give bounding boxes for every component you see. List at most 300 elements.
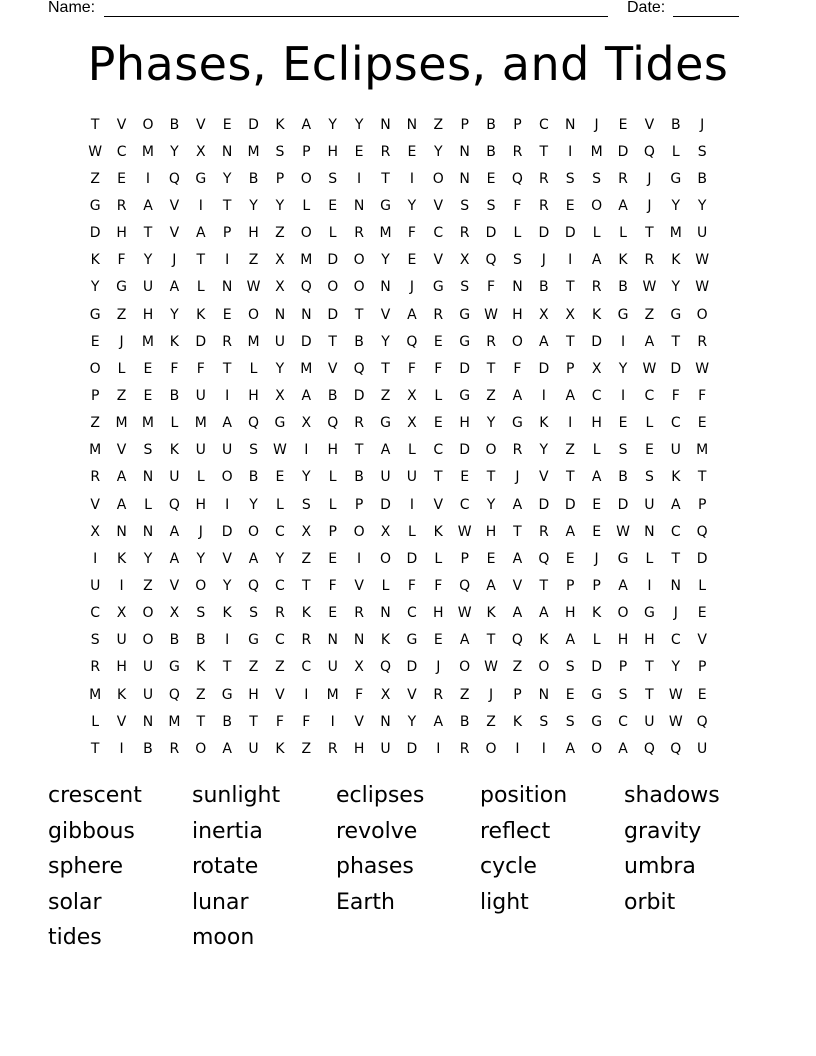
- grid-letter[interactable]: O: [248, 523, 260, 540]
- grid-letter[interactable]: L: [513, 225, 522, 242]
- grid-letter[interactable]: E: [697, 415, 707, 432]
- grid-letter[interactable]: P: [222, 225, 232, 242]
- grid-letter[interactable]: L: [592, 442, 601, 459]
- grid-letter[interactable]: Y: [328, 116, 337, 133]
- grid-letter[interactable]: O: [617, 605, 629, 622]
- grid-letter[interactable]: Z: [459, 686, 470, 703]
- grid-letter[interactable]: E: [565, 686, 575, 703]
- grid-letter[interactable]: B: [143, 740, 153, 757]
- grid-letter[interactable]: A: [169, 550, 180, 567]
- grid-letter[interactable]: P: [302, 143, 311, 160]
- grid-letter[interactable]: D: [353, 387, 365, 404]
- grid-letter[interactable]: U: [142, 659, 154, 676]
- grid-letter[interactable]: Y: [539, 442, 549, 459]
- grid-letter[interactable]: K: [275, 740, 285, 757]
- grid-letter[interactable]: U: [142, 279, 154, 296]
- grid-letter[interactable]: I: [119, 740, 124, 757]
- grid-letter[interactable]: M: [300, 252, 313, 269]
- grid-letter[interactable]: O: [221, 469, 233, 486]
- grid-letter[interactable]: U: [169, 469, 180, 486]
- grid-letter[interactable]: J: [488, 686, 494, 703]
- grid-letter[interactable]: C: [618, 713, 628, 730]
- grid-letter[interactable]: D: [459, 442, 471, 459]
- grid-letter[interactable]: Y: [302, 469, 311, 486]
- grid-letter[interactable]: Q: [485, 252, 497, 269]
- grid-letter[interactable]: H: [142, 306, 154, 323]
- grid-letter[interactable]: R: [380, 143, 391, 160]
- grid-letter[interactable]: Y: [486, 496, 496, 513]
- grid-letter[interactable]: U: [644, 713, 655, 730]
- grid-letter[interactable]: Y: [249, 496, 258, 513]
- grid-letter[interactable]: M: [194, 415, 207, 432]
- grid-letter[interactable]: K: [116, 686, 127, 703]
- grid-letter[interactable]: Z: [90, 415, 100, 432]
- grid-letter[interactable]: H: [644, 632, 655, 649]
- grid-letter[interactable]: P: [275, 170, 285, 187]
- grid-letter[interactable]: F: [487, 279, 496, 296]
- grid-letter[interactable]: K: [592, 306, 602, 323]
- grid-letter[interactable]: S: [486, 197, 496, 214]
- grid-letter[interactable]: J: [700, 116, 705, 133]
- grid-letter[interactable]: T: [565, 279, 575, 296]
- grid-letter[interactable]: K: [618, 252, 628, 269]
- grid-letter[interactable]: Y: [275, 197, 285, 214]
- grid-letter[interactable]: I: [620, 387, 626, 404]
- grid-letter[interactable]: F: [355, 686, 364, 703]
- grid-letter[interactable]: T: [328, 333, 337, 350]
- grid-letter[interactable]: P: [513, 116, 522, 133]
- grid-letter[interactable]: G: [168, 659, 180, 676]
- grid-letter[interactable]: U: [697, 225, 708, 242]
- grid-letter[interactable]: H: [116, 225, 127, 242]
- grid-letter[interactable]: O: [511, 333, 523, 350]
- grid-letter[interactable]: O: [195, 740, 207, 757]
- grid-letter[interactable]: V: [697, 632, 707, 649]
- grid-letter[interactable]: Z: [116, 387, 127, 404]
- grid-letter[interactable]: T: [354, 306, 364, 323]
- grid-letter[interactable]: Z: [380, 387, 391, 404]
- grid-letter[interactable]: H: [564, 605, 576, 622]
- grid-letter[interactable]: H: [248, 387, 259, 404]
- grid-letter[interactable]: F: [328, 577, 337, 594]
- grid-letter[interactable]: E: [618, 415, 628, 432]
- grid-letter[interactable]: C: [591, 387, 602, 404]
- grid-letter[interactable]: N: [380, 713, 391, 730]
- grid-letter[interactable]: O: [142, 632, 154, 649]
- grid-letter[interactable]: E: [117, 170, 127, 187]
- grid-letter[interactable]: T: [222, 197, 232, 214]
- grid-letter[interactable]: B: [697, 170, 707, 187]
- grid-letter[interactable]: E: [697, 686, 707, 703]
- grid-letter[interactable]: G: [459, 387, 471, 404]
- grid-letter[interactable]: S: [539, 713, 549, 730]
- grid-letter[interactable]: I: [119, 577, 124, 594]
- grid-letter[interactable]: F: [302, 713, 311, 730]
- grid-letter[interactable]: F: [513, 197, 522, 214]
- grid-letter[interactable]: Y: [381, 333, 390, 350]
- grid-letter[interactable]: F: [407, 225, 416, 242]
- grid-letter[interactable]: G: [512, 415, 523, 432]
- grid-letter[interactable]: D: [406, 659, 418, 676]
- grid-letter[interactable]: I: [409, 496, 414, 513]
- grid-letter[interactable]: L: [302, 197, 311, 214]
- grid-letter[interactable]: G: [380, 415, 391, 432]
- grid-letter[interactable]: I: [330, 713, 335, 730]
- grid-letter[interactable]: B: [354, 333, 364, 350]
- grid-letter[interactable]: Q: [168, 170, 180, 187]
- grid-letter[interactable]: Q: [353, 360, 365, 377]
- grid-letter[interactable]: K: [275, 116, 285, 133]
- grid-letter[interactable]: U: [274, 333, 286, 350]
- grid-letter[interactable]: K: [222, 605, 232, 622]
- grid-letter[interactable]: E: [697, 605, 707, 622]
- grid-letter[interactable]: I: [436, 740, 441, 757]
- grid-letter[interactable]: L: [328, 469, 337, 486]
- grid-letter[interactable]: L: [671, 143, 680, 160]
- grid-letter[interactable]: V: [539, 469, 549, 486]
- grid-letter[interactable]: Y: [143, 550, 153, 567]
- grid-letter[interactable]: J: [647, 197, 652, 214]
- grid-letter[interactable]: B: [169, 116, 180, 133]
- grid-letter[interactable]: I: [409, 170, 414, 187]
- grid-letter[interactable]: Q: [168, 496, 180, 513]
- grid-letter[interactable]: R: [591, 279, 602, 296]
- grid-letter[interactable]: Y: [249, 197, 258, 214]
- grid-letter[interactable]: R: [538, 523, 549, 540]
- grid-letter[interactable]: E: [565, 550, 575, 567]
- grid-letter[interactable]: N: [459, 170, 470, 187]
- grid-letter[interactable]: A: [195, 225, 206, 242]
- grid-letter[interactable]: F: [671, 387, 680, 404]
- grid-letter[interactable]: P: [566, 360, 575, 377]
- grid-letter[interactable]: T: [645, 686, 654, 703]
- grid-letter[interactable]: L: [91, 713, 100, 730]
- grid-letter[interactable]: I: [568, 143, 573, 160]
- grid-letter[interactable]: M: [300, 360, 313, 377]
- grid-letter[interactable]: V: [169, 197, 180, 214]
- grid-letter[interactable]: T: [196, 252, 206, 269]
- grid-letter[interactable]: A: [565, 523, 576, 540]
- grid-letter[interactable]: Y: [486, 415, 496, 432]
- grid-letter[interactable]: E: [592, 523, 602, 540]
- grid-letter[interactable]: R: [301, 632, 312, 649]
- grid-letter[interactable]: V: [169, 225, 180, 242]
- grid-letter[interactable]: X: [591, 360, 602, 377]
- grid-letter[interactable]: X: [275, 279, 285, 296]
- grid-letter[interactable]: Q: [379, 659, 391, 676]
- grid-letter[interactable]: A: [512, 496, 523, 513]
- grid-letter[interactable]: Z: [565, 442, 576, 459]
- grid-letter[interactable]: T: [143, 225, 153, 242]
- grid-letter[interactable]: G: [591, 713, 603, 730]
- grid-letter[interactable]: T: [671, 550, 681, 567]
- grid-letter[interactable]: N: [142, 713, 154, 730]
- grid-letter[interactable]: N: [459, 143, 470, 160]
- grid-letter[interactable]: E: [407, 252, 417, 269]
- grid-letter[interactable]: T: [90, 740, 100, 757]
- grid-letter[interactable]: W: [457, 523, 472, 540]
- grid-letter[interactable]: C: [433, 442, 444, 459]
- grid-letter[interactable]: R: [512, 143, 523, 160]
- grid-letter[interactable]: V: [116, 116, 127, 133]
- grid-letter[interactable]: U: [248, 740, 259, 757]
- grid-letter[interactable]: R: [354, 415, 364, 432]
- grid-letter[interactable]: D: [459, 360, 471, 377]
- grid-letter[interactable]: M: [696, 442, 709, 459]
- grid-letter[interactable]: V: [433, 252, 444, 269]
- grid-letter[interactable]: Z: [301, 550, 312, 567]
- grid-letter[interactable]: B: [354, 469, 364, 486]
- grid-letter[interactable]: D: [406, 740, 418, 757]
- grid-letter[interactable]: M: [141, 143, 155, 160]
- grid-letter[interactable]: T: [90, 116, 100, 133]
- grid-letter[interactable]: T: [697, 469, 707, 486]
- grid-letter[interactable]: B: [670, 116, 681, 133]
- grid-letter[interactable]: T: [249, 713, 258, 730]
- grid-letter[interactable]: F: [407, 360, 416, 377]
- grid-letter[interactable]: A: [618, 740, 628, 757]
- grid-letter[interactable]: X: [407, 415, 417, 432]
- grid-letter[interactable]: J: [409, 279, 414, 296]
- grid-letter[interactable]: F: [117, 252, 126, 269]
- grid-letter[interactable]: L: [592, 225, 601, 242]
- grid-letter[interactable]: K: [196, 306, 206, 323]
- grid-letter[interactable]: T: [671, 333, 681, 350]
- grid-letter[interactable]: G: [406, 632, 418, 649]
- grid-letter[interactable]: K: [169, 333, 179, 350]
- grid-letter[interactable]: P: [460, 550, 469, 567]
- grid-letter[interactable]: C: [670, 415, 681, 432]
- grid-letter[interactable]: O: [353, 523, 365, 540]
- grid-letter[interactable]: S: [565, 713, 575, 730]
- grid-letter[interactable]: S: [513, 252, 522, 269]
- grid-letter[interactable]: W: [668, 686, 683, 703]
- grid-letter[interactable]: O: [591, 197, 603, 214]
- grid-letter[interactable]: T: [513, 523, 522, 540]
- grid-letter[interactable]: R: [433, 306, 444, 323]
- grid-letter[interactable]: U: [195, 387, 206, 404]
- grid-letter[interactable]: S: [301, 496, 311, 513]
- grid-letter[interactable]: I: [357, 550, 362, 567]
- grid-letter[interactable]: I: [225, 252, 230, 269]
- grid-letter[interactable]: E: [618, 116, 628, 133]
- grid-letter[interactable]: Y: [222, 577, 232, 594]
- grid-letter[interactable]: T: [565, 469, 575, 486]
- grid-letter[interactable]: N: [221, 143, 233, 160]
- grid-letter[interactable]: W: [668, 713, 683, 730]
- grid-letter[interactable]: P: [592, 577, 601, 594]
- grid-letter[interactable]: R: [169, 740, 180, 757]
- grid-letter[interactable]: O: [432, 170, 444, 187]
- grid-letter[interactable]: X: [116, 605, 127, 622]
- grid-letter[interactable]: T: [565, 333, 575, 350]
- grid-letter[interactable]: R: [618, 170, 628, 187]
- grid-letter[interactable]: F: [513, 360, 522, 377]
- grid-letter[interactable]: T: [222, 659, 232, 676]
- grid-letter[interactable]: U: [142, 686, 154, 703]
- grid-letter[interactable]: K: [169, 442, 179, 459]
- grid-letter[interactable]: X: [169, 605, 180, 622]
- grid-letter[interactable]: U: [327, 659, 338, 676]
- grid-letter[interactable]: Y: [671, 197, 681, 214]
- grid-letter[interactable]: Z: [248, 659, 259, 676]
- grid-letter[interactable]: Y: [354, 116, 364, 133]
- grid-letter[interactable]: Q: [643, 143, 655, 160]
- grid-letter[interactable]: V: [116, 442, 127, 459]
- grid-letter[interactable]: A: [671, 496, 681, 513]
- grid-letter[interactable]: A: [591, 252, 602, 269]
- grid-letter[interactable]: R: [433, 686, 444, 703]
- grid-letter[interactable]: C: [275, 577, 285, 594]
- grid-letter[interactable]: A: [486, 577, 496, 594]
- grid-letter[interactable]: P: [90, 387, 100, 404]
- grid-letter[interactable]: S: [460, 197, 470, 214]
- grid-letter[interactable]: L: [117, 360, 126, 377]
- grid-letter[interactable]: V: [433, 496, 444, 513]
- grid-letter[interactable]: H: [512, 306, 523, 323]
- grid-letter[interactable]: O: [142, 605, 154, 622]
- grid-letter[interactable]: N: [380, 605, 391, 622]
- grid-letter[interactable]: G: [274, 415, 286, 432]
- grid-letter[interactable]: Y: [143, 252, 153, 269]
- grid-letter[interactable]: N: [301, 306, 312, 323]
- grid-letter[interactable]: M: [247, 333, 260, 350]
- grid-letter[interactable]: H: [116, 659, 127, 676]
- grid-letter[interactable]: H: [459, 415, 470, 432]
- grid-letter[interactable]: S: [328, 170, 338, 187]
- grid-letter[interactable]: L: [328, 496, 337, 513]
- grid-letter[interactable]: C: [406, 605, 417, 622]
- grid-letter[interactable]: E: [486, 170, 496, 187]
- grid-letter[interactable]: O: [248, 306, 260, 323]
- grid-letter[interactable]: O: [696, 306, 708, 323]
- grid-letter[interactable]: T: [645, 659, 654, 676]
- grid-letter[interactable]: O: [485, 442, 497, 459]
- grid-letter[interactable]: S: [697, 143, 707, 160]
- grid-letter[interactable]: A: [459, 632, 470, 649]
- grid-letter[interactable]: J: [541, 252, 546, 269]
- grid-letter[interactable]: Q: [538, 550, 550, 567]
- grid-letter[interactable]: W: [273, 442, 287, 459]
- grid-letter[interactable]: Z: [275, 659, 285, 676]
- grid-letter[interactable]: G: [380, 197, 391, 214]
- grid-letter[interactable]: W: [484, 659, 498, 676]
- grid-letter[interactable]: T: [354, 442, 364, 459]
- grid-letter[interactable]: N: [670, 577, 682, 594]
- grid-letter[interactable]: J: [673, 605, 678, 622]
- grid-letter[interactable]: A: [539, 333, 549, 350]
- grid-letter[interactable]: R: [354, 225, 364, 242]
- grid-letter[interactable]: I: [568, 252, 573, 269]
- grid-letter[interactable]: I: [198, 197, 203, 214]
- grid-letter[interactable]: V: [354, 577, 364, 594]
- grid-letter[interactable]: G: [221, 686, 233, 703]
- grid-letter[interactable]: R: [354, 605, 364, 622]
- grid-letter[interactable]: Z: [486, 387, 496, 404]
- grid-letter[interactable]: S: [196, 605, 206, 622]
- grid-letter[interactable]: Y: [618, 360, 628, 377]
- grid-letter[interactable]: I: [620, 333, 626, 350]
- grid-letter[interactable]: M: [89, 442, 102, 459]
- grid-letter[interactable]: N: [644, 523, 655, 540]
- grid-letter[interactable]: V: [169, 577, 180, 594]
- grid-letter[interactable]: S: [565, 170, 575, 187]
- grid-letter[interactable]: J: [198, 523, 203, 540]
- grid-letter[interactable]: V: [380, 306, 391, 323]
- grid-letter[interactable]: L: [698, 577, 707, 594]
- grid-letter[interactable]: S: [275, 143, 285, 160]
- grid-letter[interactable]: N: [353, 197, 365, 214]
- grid-letter[interactable]: F: [698, 387, 707, 404]
- grid-letter[interactable]: J: [647, 170, 652, 187]
- grid-letter[interactable]: M: [590, 143, 603, 160]
- grid-letter[interactable]: Q: [696, 713, 708, 730]
- grid-letter[interactable]: Z: [275, 225, 285, 242]
- grid-letter[interactable]: L: [328, 225, 337, 242]
- grid-letter[interactable]: G: [432, 279, 444, 296]
- grid-letter[interactable]: B: [169, 387, 180, 404]
- grid-letter[interactable]: E: [222, 116, 232, 133]
- grid-letter[interactable]: D: [327, 306, 339, 323]
- grid-letter[interactable]: S: [249, 605, 258, 622]
- grid-letter[interactable]: U: [195, 442, 206, 459]
- grid-letter[interactable]: D: [195, 333, 207, 350]
- grid-letter[interactable]: A: [116, 496, 127, 513]
- grid-letter[interactable]: Z: [301, 740, 312, 757]
- grid-letter[interactable]: R: [538, 170, 549, 187]
- grid-letter[interactable]: D: [300, 333, 312, 350]
- grid-letter[interactable]: S: [90, 632, 100, 649]
- grid-letter[interactable]: W: [642, 279, 657, 296]
- grid-letter[interactable]: U: [380, 740, 391, 757]
- grid-letter[interactable]: R: [459, 740, 470, 757]
- grid-letter[interactable]: L: [196, 279, 205, 296]
- grid-letter[interactable]: A: [565, 740, 576, 757]
- grid-letter[interactable]: K: [116, 550, 127, 567]
- grid-letter[interactable]: A: [618, 197, 628, 214]
- grid-letter[interactable]: Y: [170, 306, 179, 323]
- grid-letter[interactable]: P: [618, 659, 628, 676]
- grid-letter[interactable]: S: [460, 279, 470, 296]
- grid-letter[interactable]: V: [116, 713, 127, 730]
- grid-letter[interactable]: C: [538, 116, 549, 133]
- grid-letter[interactable]: Y: [222, 170, 232, 187]
- grid-letter[interactable]: A: [433, 713, 444, 730]
- grid-letter[interactable]: Y: [407, 713, 417, 730]
- grid-letter[interactable]: N: [142, 469, 154, 486]
- grid-letter[interactable]: A: [116, 469, 127, 486]
- grid-letter[interactable]: P: [697, 659, 707, 676]
- grid-letter[interactable]: U: [697, 740, 708, 757]
- grid-letter[interactable]: N: [406, 116, 418, 133]
- grid-letter[interactable]: W: [457, 605, 472, 622]
- grid-letter[interactable]: E: [90, 333, 100, 350]
- grid-letter[interactable]: F: [196, 360, 205, 377]
- grid-letter[interactable]: Q: [511, 632, 523, 649]
- grid-letter[interactable]: T: [196, 713, 206, 730]
- grid-letter[interactable]: D: [617, 496, 629, 513]
- grid-letter[interactable]: D: [564, 496, 576, 513]
- grid-letter[interactable]: I: [225, 496, 230, 513]
- grid-letter[interactable]: K: [196, 659, 206, 676]
- grid-letter[interactable]: E: [222, 306, 232, 323]
- grid-letter[interactable]: A: [169, 279, 180, 296]
- grid-letter[interactable]: Q: [670, 740, 682, 757]
- grid-letter[interactable]: A: [222, 415, 232, 432]
- grid-letter[interactable]: L: [407, 523, 416, 540]
- grid-letter[interactable]: O: [353, 279, 365, 296]
- grid-letter[interactable]: N: [512, 279, 523, 296]
